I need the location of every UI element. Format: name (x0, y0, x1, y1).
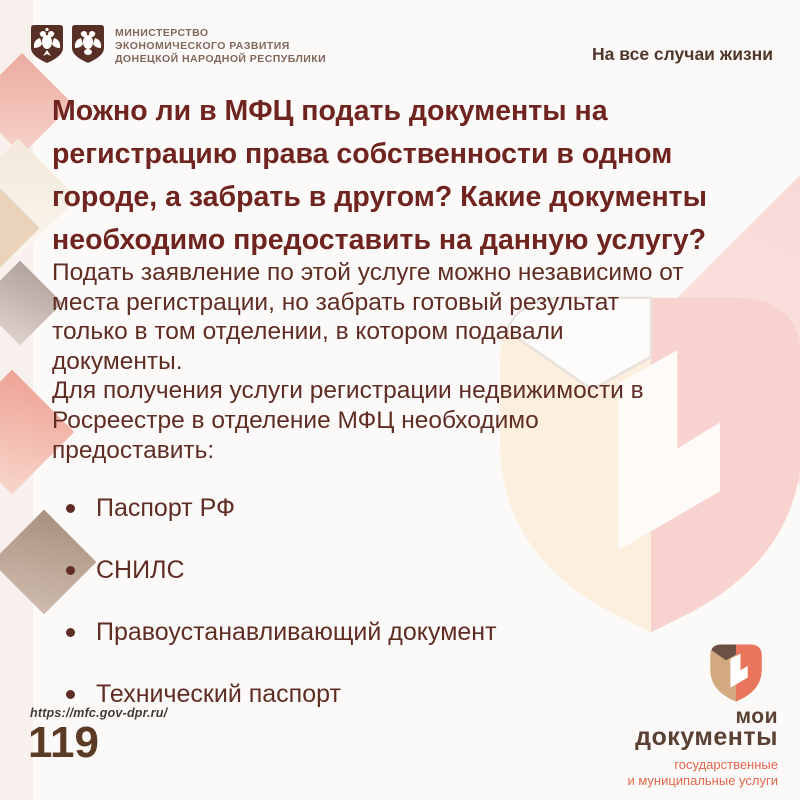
page-number: 119 (28, 718, 99, 767)
logo-subtitle-line: государственные (674, 757, 778, 772)
tagline: На все случаи жизни (592, 44, 773, 64)
dnr-coat-of-arms-icon (71, 24, 105, 64)
russia-coat-of-arms-icon (30, 24, 64, 64)
title-line: необходимо предоставить на данную услугу? (52, 224, 707, 256)
body-line: Росреестре в отделение МФЦ необходимо (52, 406, 539, 434)
body-line: места регистрации, но забрать готовый результат (52, 288, 620, 316)
header-emblems (30, 24, 105, 64)
body-line: Для получения услуги регистрации недвижимости в (52, 377, 644, 405)
list-item: Технический паспорт (60, 678, 497, 710)
body-line: только в том отделении, в котором подавали (52, 318, 564, 346)
logo-word-moi: мои (735, 705, 778, 728)
mfc-shield-icon (708, 641, 764, 703)
list-item: СНИЛС (60, 554, 497, 586)
page-title (52, 90, 707, 262)
title-line: регистрацию права собственности в одном (52, 138, 673, 170)
title-line: городе, а забрать в другом? Какие документы (52, 181, 707, 213)
logo-subtitle-line: и муниципальные услуги (627, 773, 778, 788)
ministry-line: ДОНЕЦКОЙ НАРОДНОЙ РЕСПУБЛИКИ (115, 53, 327, 65)
website-link[interactable]: https://mfc.gov-dpr.ru/ (30, 706, 168, 720)
ministry-line: МИНИСТЕРСТВО (115, 27, 209, 39)
body-line: предоставить: (52, 436, 215, 464)
ministry-line: ЭКОНОМИЧЕСКОГО РАЗВИТИЯ (115, 40, 290, 52)
title-line: Можно ли в МФЦ подать документы на (52, 95, 608, 127)
moi-dokumenty-logo (618, 641, 778, 789)
body-line: документы. (52, 347, 183, 375)
body-text (52, 258, 684, 465)
ministry-name (115, 27, 326, 66)
body-line: Подать заявление по этой услуге можно независимо от (52, 259, 684, 286)
documents-list (60, 492, 497, 740)
list-item: Правоустанавливающий документ (60, 616, 497, 648)
logo-word-dokumenty: документы (635, 723, 778, 751)
list-item: Паспорт РФ (60, 492, 497, 524)
